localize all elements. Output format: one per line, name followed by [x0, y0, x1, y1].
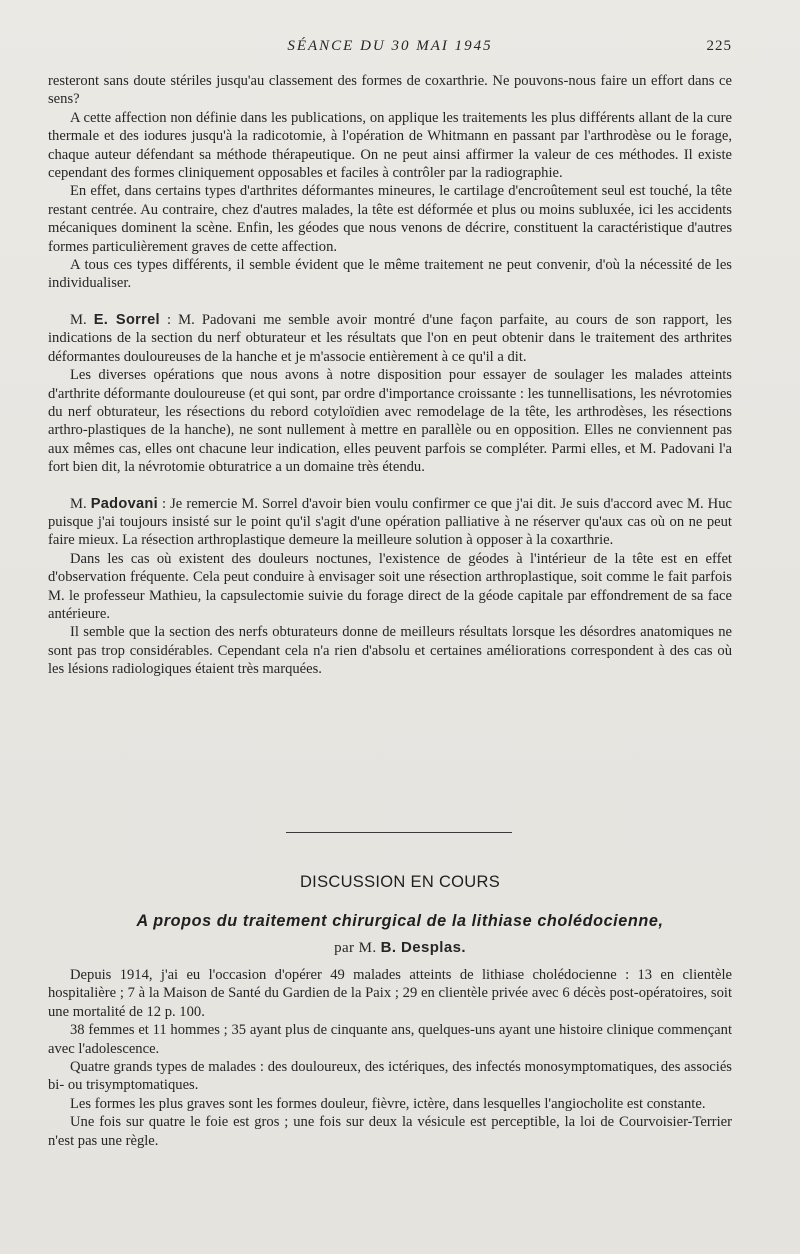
- paragraph: En effet, dans certains types d'arthrites déformantes mineures, le cartilage d'encroûtement seul est touché, la tête restant centrée. Au contraire, chez d'autres malades, la tête est déformée et plus ou moins subluxée, ici les accidents mécaniques dominent la scène. Enfin, les géodes que nous venons de décrire, constituent la caractéristique d'autres formes particulièrement graves de cette affection.: [48, 183, 732, 255]
- body-text-bottom: [48, 966, 732, 1150]
- padovani-intervention: [48, 495, 732, 550]
- speaker-prefix: M.: [70, 495, 91, 512]
- paragraph: resteront sans doute stériles jusqu'au classement des formes de coxarthrie. Ne pouvons-nous faire un effort dans ce sens?: [48, 73, 732, 108]
- byline: [0, 939, 800, 957]
- speaker-text: : Je remercie M. Sorrel d'avoir bien voulu confirmer ce que j'ai dit. Je suis d'accord avec M. Huc puisque j'ai toujours insisté sur le point qu'il s'agit d'une opération palliative à ne réserver qu'aux cas où on ne peut faire mieux. La résection arthroplastique demeure la meilleure solution à opposer à la coxarthrie.: [48, 495, 732, 549]
- speaker-name-sorrel: E. Sorrel: [93, 311, 160, 328]
- body-text-top: [48, 72, 732, 679]
- page-number: 225: [706, 38, 732, 54]
- sorrel-intervention: [48, 311, 732, 366]
- byline-author: B. Desplas.: [380, 939, 466, 956]
- running-title: SÉANCE DU 30 MAI 1945: [287, 38, 493, 54]
- paragraph: Une fois sur quatre le foie est gros ; une fois sur deux la vésicule est perceptible, la loi de Courvoisier-Terrier n'est pas une règle.: [48, 1114, 732, 1149]
- paragraph: A cette affection non définie dans les publications, on applique les traitements les plus différents allant de la cure thermale et des iodures jusqu'à la radicotomie, à l'opération de Whitmann en passant par l'arthrodèse ou le forage, chaque auteur défendant sa méthode thérapeutique. On ne peut ainsi affirmer la valeur de ces méthodes. Il existe cependant des formes cliniquement opposables et faciles à contrôler par la radiographie.: [48, 109, 732, 182]
- speaker-name-padovani: Padovani: [90, 495, 158, 512]
- speaker-prefix: M.: [70, 311, 94, 328]
- paragraph: 38 femmes et 11 hommes ; 35 ayant plus de cinquante ans, quelques-uns ayant une histoire clinique commençant avec l'adolescence.: [48, 1022, 732, 1057]
- paragraph: Les formes les plus graves sont les formes douleur, fièvre, ictère, dans lesquelles l'angiocholite est constante.: [70, 1095, 706, 1112]
- paragraph: Dans les cas où existent des douleurs noctunes, l'existence de géodes à l'intérieur de la tête est en effet d'observation fréquente. Cela peut conduire à envisager soit une résection arthroplastique, soit comme le fait parfois M. le professeur Mathieu, la capsulectomie suivie du forage direct de la géode capitale par effondrement de sa face antérieure.: [48, 550, 732, 622]
- running-head: [48, 38, 732, 60]
- paragraph: Il semble que la section des nerfs obturateurs donne de meilleurs résultats lorsque les désordres anatomiques ne sont pas trop considérables. Cependant cela n'a rien d'absolu et certaines améliorations correspondent à des cas où les lésions radiologiques étaient très marquées.: [48, 624, 732, 678]
- speaker-text: : M. Padovani me semble avoir montré d'une façon parfaite, au cours de son rapport, les indications de la section du nerf obturateur et les résultats que l'on en peut obtenir dans le traitement des arthrites déformantes douloureuses de la hanche et je m'associe entièrement à ce qu'il a dit.: [48, 311, 732, 365]
- paragraph: A tous ces types différents, il semble évident que le même traitement ne peut convenir, d'où la nécessité de les individualiser.: [48, 257, 732, 292]
- article-title: A propos du traitement chirurgical de la lithiase cholédocienne,: [136, 912, 664, 930]
- section-heading: DISCUSSION EN COURS: [299, 873, 501, 891]
- paragraph: Quatre grands types de malades : des douloureux, des ictériques, des infectés monosymptomatiques, des associés bi- ou trisymptomatiques.: [48, 1059, 732, 1094]
- paragraph: Les diverses opérations que nous avons à notre disposition pour essayer de soulager les malades atteints d'arthrite déformante douloureuse (et qui sont, par ordre d'importance croissante : les tunnellisations, les névrotomies du nerf obturateur, les résections du rebord cotyloïdien avec remodelage de la tête, les arthrodèses, les résections arthro-plastiques de la hanche), ne sont nullement à mettre en parallèle ou en opposition. Elles ne conviennent pas aux mêmes cas, elles ont chacune leur indication, elles peuvent parfois se compléter. Parmi elles, et M. Padovani l'a fort bien dit, la névrotomie obturatrice a un domaine très étendu.: [48, 367, 732, 476]
- paragraph: Depuis 1914, j'ai eu l'occasion d'opérer 49 malades atteints de lithiase cholédocienne : 13 en clientèle hospitalière ; 7 à la Maison de Santé du Gardien de la Paix ; 29 en clientèle privée avec 6 décès post-opératoires, soit une mortalité de 12 p. 100.: [48, 967, 732, 1020]
- section-divider: [286, 832, 512, 833]
- byline-prefix: par M.: [334, 940, 381, 956]
